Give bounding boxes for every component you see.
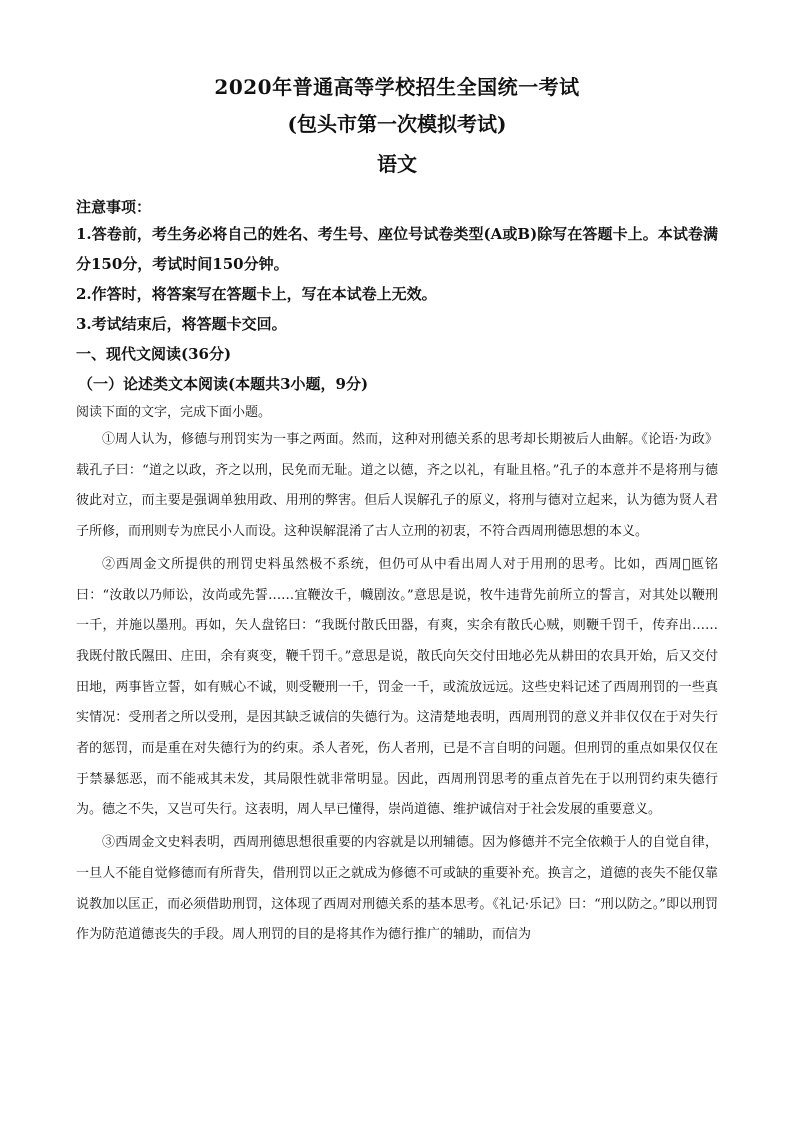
passage-paragraph: ②西周金文所提供的刑罚史料虽然极不系统，但仍可从中看出周人对于用刑的思考。比如，西周𠑇匜铭曰：“汝敢以乃师讼，汝尚或先誓……宜鞭汝千，幭剧汝。”意思是说，牧牛违背先前所立的誓言，对其处以鞭刑一千，并施以墨刑。再如，矢人盘铭曰：“我既付散氏田器，有爽，实余有散氏心贼，则鞭千罚千，传弃出……我既付散氏隰田、庄田，余有爽变，鞭千罚千。”意思是说，散氏向矢交付田地必先从耕田的农具开始，后又交付田地，两事皆立誓，如有贼心不诚，则受鞭刑一千，罚金一千，或流放远远。这些史料记述了西周刑罚的一些真实情况：受刑者之所以受刑，是因其缺乏诚信的失德行为。这清楚地表明，西周刑罚的意义并非仅仅在于对失行者的惩罚，而是重在对失德行为的约束。杀人者死，伤人者刑，已是不言自明的问题。但刑罚的重点如果仅仅在于禁暴惩恶，而不能戒其未发，其局限性就非常明显。因此，西周刑罚思考的重点首先在于以刑罚约束失德行为。德之不失，又岂可失行。这表明，周人早已懂得，崇尚道德、维护诚信对于社会发展的重要意义。 bbox=[76, 556, 718, 818]
subsection-title: （一）论述类文本阅读(本题共3小题，9分) bbox=[78, 375, 369, 393]
passage-paragraph: ③西周金文史料表明，西周刑德思想很重要的内容就是以刑辅德。因为修德并不完全依赖于人的自觉自律，一旦人不能自觉修德而有所背失，借刑罚以正之就成为修德不可或缺的重要补充。换言之，道德的丧失不能仅靠说教加以匡正，而必须借助刑罚，这体现了西周对刑德关系的基本思考。《礼记·乐记》曰：“刑以防之。”即以刑罚作为防范道德丧失的手段。周人刑罚的目的是将其作为德行推广的辅助，而信为 bbox=[76, 835, 718, 943]
reading-instruction: 阅读下面的文字，完成下面小题。 bbox=[76, 405, 272, 420]
note-item: 3.考试结束后，将答题卡交回。 bbox=[76, 315, 287, 333]
title-block bbox=[76, 72, 718, 179]
exam-subtitle: (包头市第一次模拟考试) bbox=[287, 112, 507, 136]
notes-heading: 注意事项： bbox=[76, 198, 152, 216]
subject-title: 语文 bbox=[377, 152, 417, 176]
note-item: 2.作答时，将答案写在答题卡上，写在本试卷上无效。 bbox=[76, 285, 437, 303]
passage-paragraph: ①周人认为，修德与刑罚实为一事之两面。然而，这种对刑德关系的思考却长期被后人曲解。《论语·为政》载孔子曰：“道之以政，齐之以刑，民免而无耻。道之以德，齐之以礼，有耻且格。”孔子的本意并不是将刑与德彼此对立，而主要是强调单独用政、用刑的弊害。但后人误解孔子的原义，将刑与德对立起来，认为德为贤人君子所修，而刑则专为庶民小人而设。这种误解混淆了古人立刑的初衷，不符合西周刑德思想的本义。 bbox=[76, 432, 718, 540]
note-item: 1.答卷前，考生务必将自己的姓名、考生号、座位号试卷类型(A或B)除写在答题卡上。本试卷满分150分，考试时间150分钟。 bbox=[76, 225, 718, 273]
section-title: 一、现代文阅读(36分) bbox=[76, 345, 232, 363]
notes-section bbox=[76, 195, 718, 339]
reading-section bbox=[76, 339, 718, 951]
exam-title: 2020年普通高等学校招生全国统一考试 bbox=[214, 75, 580, 99]
